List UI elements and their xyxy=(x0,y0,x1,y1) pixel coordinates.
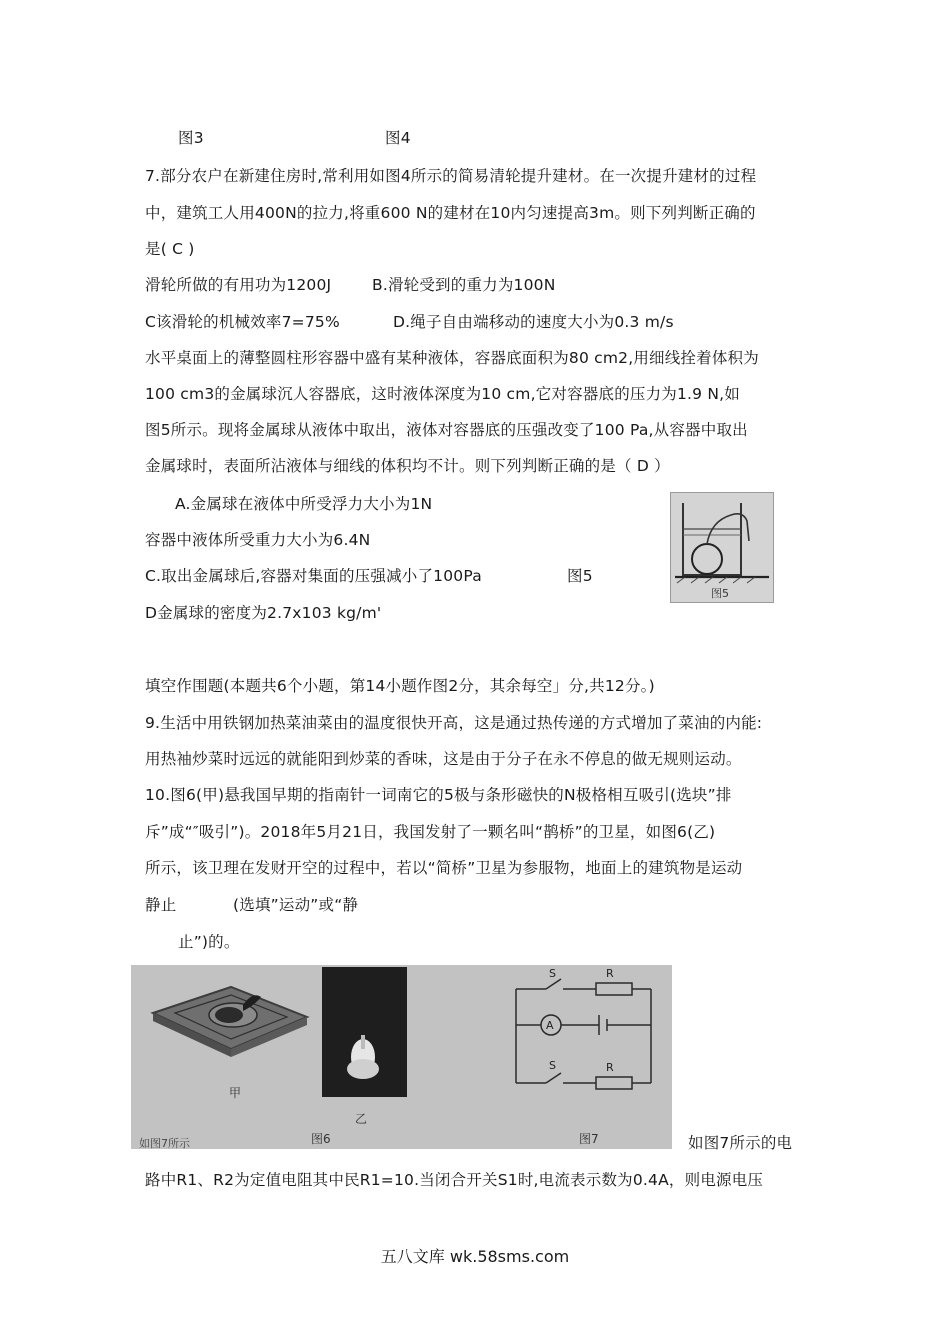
q10-line2: 斥”成“″吸引”)。2018年5月21日，我国发射了一颗名叫“鹊桥”的卫星，如图6(乙) xyxy=(145,823,716,841)
q11-line1-tail: 如图7所示的电 xyxy=(688,1134,793,1152)
q8-line2: 100 cm3的金属球沉人容器底，这时液体深度为10 cm,它对容器底的压力为1.9 N,如 xyxy=(145,385,740,403)
q7-option-d: D.绳子自由端移动的速度大小为0.3 m/s xyxy=(393,313,674,331)
q8-option-d: D金属球的密度为2.7x103 kg/m' xyxy=(145,604,382,622)
q8-line4: 金属球时，表面所沾液体与细线的体积均不计。则下列判断正确的是（ D ） xyxy=(145,457,670,475)
q7-line1: 7.部分农户在新建住房时,常利用如图4所示的简易清轮提升建材。在一次提升建材的过程 xyxy=(145,167,757,185)
page-footer: 五八文库 wk.58sms.com xyxy=(380,1247,570,1266)
q7-option-c: C该滑轮的机械效率7=75% xyxy=(145,313,340,331)
figure-6-label: 图6 xyxy=(311,1132,331,1146)
caption-fig3: 图3 xyxy=(178,129,204,147)
figure-6-yi-label: 乙 xyxy=(355,1112,368,1126)
q8-option-a: A.金属球在液体中所受浮力大小为1N xyxy=(175,495,433,513)
figure-5-drawing xyxy=(671,493,773,602)
q10-line5: 止”)的。 xyxy=(178,933,240,951)
section-2-heading: 填空作围题(本题共6个小题，第14小题作图2分，其余每空」分,共12分。) xyxy=(145,677,655,695)
q8-option-b: 容器中液体所受重力大小为6.4N xyxy=(145,531,371,549)
q8-line1: 水平桌面上的薄整圆柱形容器中盛有某种液体，容器底面积为80 cm2,用细线拴着体积为 xyxy=(145,349,759,367)
figure-6-jia-label: 甲 xyxy=(229,1086,242,1100)
caption-fig5: 图5 xyxy=(567,567,593,585)
q10-line4-answer: 静止 xyxy=(145,896,177,914)
q11-line2: 路中R1、R2为定值电阻其中民R1=10.当闭合开关S1时,电流表示数为0.4A，则电源电压 xyxy=(145,1171,764,1189)
figure-7-r2-label: R xyxy=(606,967,614,980)
q7-line2: 中，建筑工人用400N的拉力,将重600 N的建材在10内匀速提高3m。则下列判断正确的 xyxy=(145,204,756,222)
figure-6-7-drawing xyxy=(131,965,672,1149)
q9-line1: 9.生活中用铁钢加热菜油菜由的温度很快开高，这是通过热传递的方式增加了菜油的内能: xyxy=(145,714,763,732)
figure-7-label: 图7 xyxy=(579,1132,599,1146)
q7-line3: 是( C ) xyxy=(145,240,195,258)
q10-line1: 10.图6(甲)悬我国早期的指南针一词南它的5极与条形磁快的N极格相互吸引(选块”排 xyxy=(145,786,732,804)
q7-option-b: B.滑轮受到的重力为100N xyxy=(372,276,556,294)
figure-5-label: 图5 xyxy=(711,587,729,600)
q10-line4-instruction: (选填”运动”或“静 xyxy=(233,896,359,914)
figure-bottom-cutoff-text: 如图7所示 xyxy=(139,1137,190,1149)
figure-7-s2-label: S xyxy=(549,967,556,980)
figure-7-r1-label: R xyxy=(606,1061,614,1074)
figure-7-ammeter-label: A xyxy=(546,1019,554,1032)
figure-7-s1-label: S xyxy=(549,1059,556,1072)
q7-option-a: 滑轮所做的有用功为1200J xyxy=(145,276,332,294)
q10-line3: 所示，该卫理在发财开空的过程中，若以“简桥”卫星为参服物，地面上的建筑物是运动 xyxy=(145,859,743,877)
figure-6-7-image xyxy=(131,965,672,1149)
caption-fig4: 图4 xyxy=(385,129,411,147)
q8-line3: 图5所示。现将金属球从液体中取出，液体对容器底的压强改变了100 Pa,从容器中取出 xyxy=(145,421,748,439)
q9-line2: 用热袖炒菜时远远的就能阳到炒菜的香味，这是由于分子在永不停息的做无规则运动。 xyxy=(145,750,742,768)
q8-option-c: C.取出金属球后,容器对集面的压强减小了100Pa xyxy=(145,567,482,585)
figure-5-image xyxy=(670,492,774,603)
